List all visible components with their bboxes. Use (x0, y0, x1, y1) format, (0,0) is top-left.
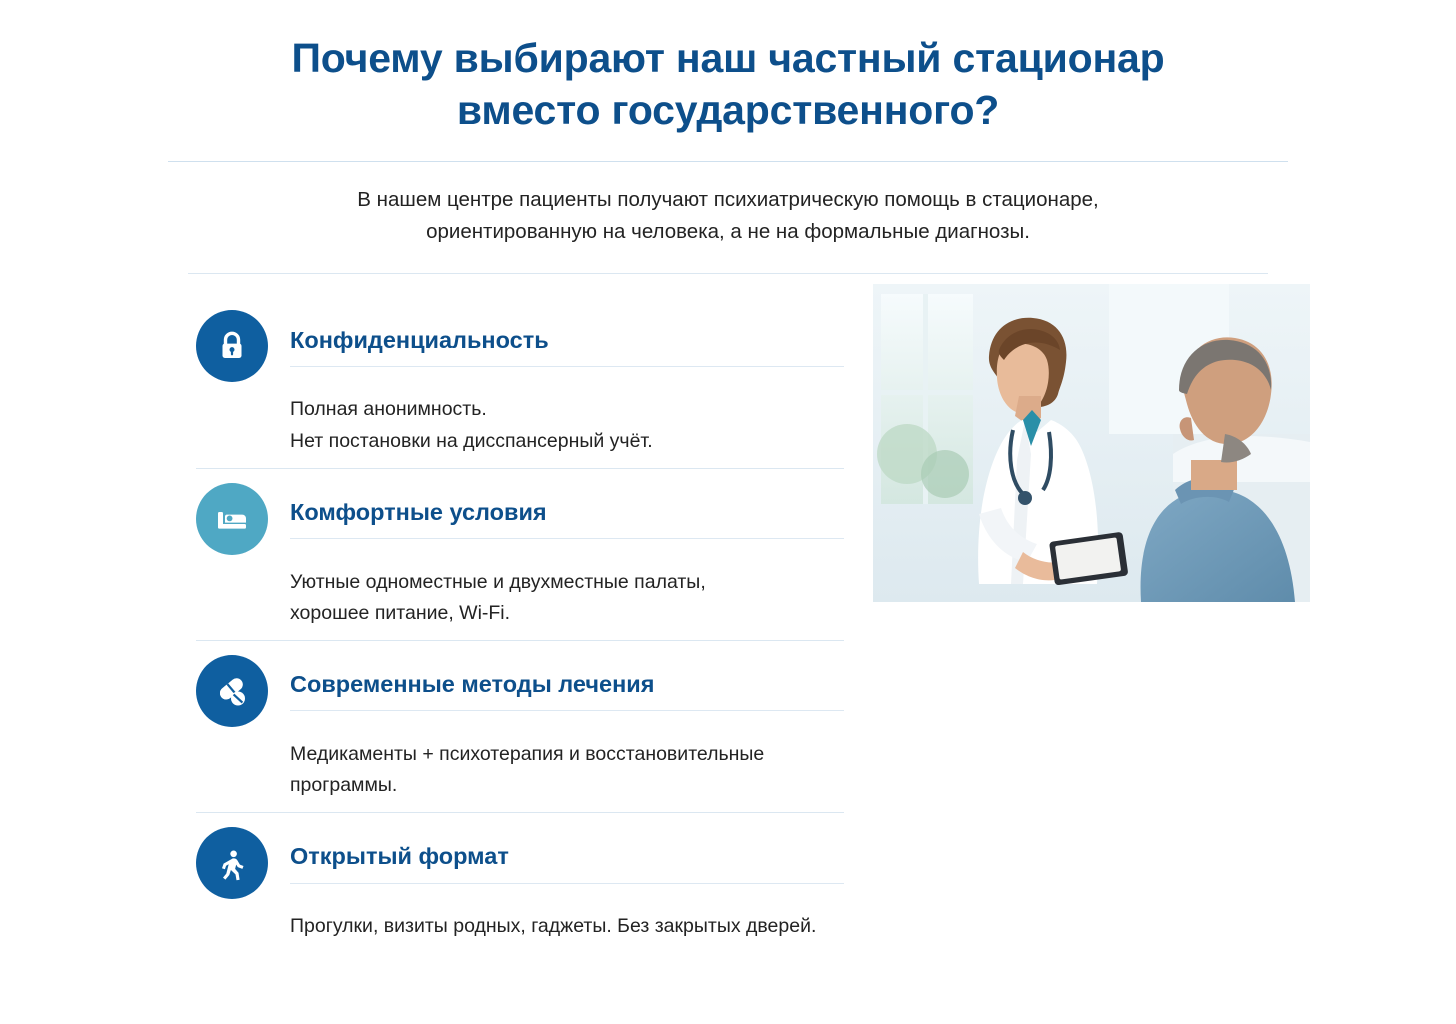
consultation-photo (873, 284, 1310, 602)
walking-person-icon-badge (196, 827, 268, 899)
lock-icon (212, 326, 252, 366)
feature-header (196, 310, 844, 382)
feature-line: Медикаменты + психотерапия и восстановительные программы. (290, 742, 765, 797)
bottom-spacer (196, 953, 1316, 989)
feature-header (196, 827, 844, 899)
page-title-line-1: Почему выбирают наш частный стационар (291, 35, 1165, 81)
feature-item-comfort (196, 468, 844, 640)
lead-line-2: ориентированную на человека, а не на формальные диагнозы. (426, 219, 1030, 243)
feature-line: Нет постановки на дисспансерный учёт. (290, 430, 653, 453)
feature-item-open-format (196, 812, 844, 953)
feature-title: Конфиденциальность (290, 326, 844, 367)
feature-header (196, 483, 844, 555)
feature-list (196, 296, 844, 952)
feature-item-confidentiality (196, 296, 844, 467)
feature-title-wrap (290, 842, 844, 883)
feature-body (290, 911, 844, 943)
feature-header (196, 655, 844, 727)
page-title (228, 32, 1228, 137)
bed-icon (211, 498, 253, 540)
feature-title: Открытый формат (290, 842, 844, 883)
feature-title: Современные методы лечения (290, 670, 844, 711)
feature-line: Прогулки, визиты родных, гаджеты. Без закрытых дверей. (290, 914, 817, 937)
feature-line: Уютные одноместные и двухместные палаты, (290, 570, 706, 593)
walking-person-icon (211, 842, 253, 884)
lead-line-1: В нашем центре пациенты получают психиатрическую помощь в стационаре, (357, 187, 1099, 211)
feature-title-wrap (290, 326, 844, 367)
feature-title-wrap (290, 670, 844, 711)
feature-line: хорошее питание, Wi-Fi. (290, 602, 511, 625)
feature-line: Полная анонимность. (290, 398, 487, 421)
feature-body (290, 567, 844, 630)
divider-lead (188, 273, 1268, 274)
feature-body (290, 739, 844, 802)
pills-icon-badge (196, 655, 268, 727)
feature-title-wrap (290, 498, 844, 539)
divider-top (168, 161, 1288, 162)
bed-icon-badge (196, 483, 268, 555)
feature-title: Комфортные условия (290, 498, 844, 539)
feature-body (290, 394, 844, 457)
lock-icon-badge (196, 310, 268, 382)
header (0, 0, 1456, 137)
lead-paragraph (278, 184, 1178, 248)
feature-item-treatment (196, 640, 844, 812)
pills-icon (211, 670, 253, 712)
page-title-line-2: вместо государственного? (456, 87, 1000, 134)
